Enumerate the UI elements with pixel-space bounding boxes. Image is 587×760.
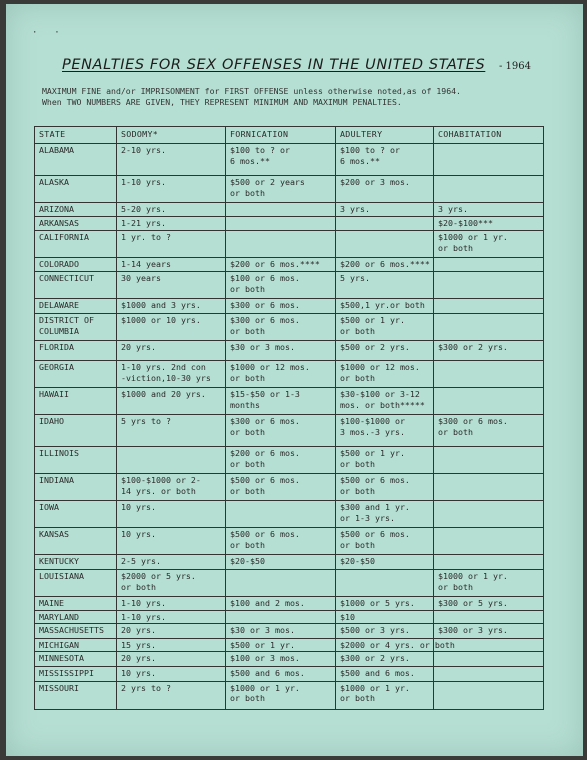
cohabitation-cell — [434, 314, 544, 341]
fornication-cell: $1000 or 1 yr. or both — [226, 681, 336, 709]
cohabitation-cell: $300 or 2 yrs. — [434, 341, 544, 361]
adultery-cell: $500 or 1 yr. or both — [336, 447, 434, 474]
sodomy-cell: 20 yrs. — [117, 651, 226, 666]
state-cell: MISSOURI — [35, 681, 117, 709]
state-cell: MICHIGAN — [35, 638, 117, 651]
cohabitation-cell — [434, 474, 544, 501]
cohabitation-cell — [434, 299, 544, 314]
fornication-cell: $500 or 6 mos. or both — [226, 474, 336, 501]
fornication-cell: $500 or 6 mos. or both — [226, 528, 336, 555]
cohabitation-cell — [434, 681, 544, 709]
fornication-cell: $1000 or 12 mos. or both — [226, 361, 336, 388]
state-cell: MISSISSIPPI — [35, 666, 117, 681]
table-row — [35, 415, 544, 447]
state-cell: INDIANA — [35, 474, 117, 501]
cohabitation-cell — [434, 651, 544, 666]
cohabitation-cell — [434, 555, 544, 570]
table-row — [35, 361, 544, 388]
cohabitation-cell — [434, 666, 544, 681]
fornication-cell: $30 or 3 mos. — [226, 341, 336, 361]
table-row — [35, 231, 544, 258]
cohabitation-cell: 3 yrs. — [434, 203, 544, 217]
state-cell: DISTRICT OF COLUMBIA — [35, 314, 117, 341]
adultery-cell: $300 and 1 yr. or 1-3 yrs. — [336, 501, 434, 528]
sodomy-cell: $1000 and 20 yrs. — [117, 388, 226, 415]
state-cell: MINNESOTA — [35, 651, 117, 666]
table-row — [35, 623, 544, 638]
document-title: PENALTIES FOR SEX OFFENSES IN THE UNITED STATES — [62, 57, 486, 73]
cohabitation-cell — [434, 144, 544, 176]
adultery-cell: $200 or 3 mos. — [336, 176, 434, 203]
sodomy-cell: 1-10 yrs. 2nd con -viction,10-30 yrs — [117, 361, 226, 388]
adultery-cell: $500 and 6 mos. — [336, 666, 434, 681]
cohabitation-cell: $300 or 5 yrs. — [434, 597, 544, 611]
sodomy-cell: 2 yrs to ? — [117, 681, 226, 709]
table-row — [35, 570, 544, 597]
table-row — [35, 474, 544, 501]
sodomy-cell: 1-21 yrs. — [117, 217, 226, 231]
state-cell: IDAHO — [35, 415, 117, 447]
cohabitation-cell: $300 or 3 yrs. — [434, 623, 544, 638]
sodomy-cell: 30 years — [117, 272, 226, 299]
state-cell: MAINE — [35, 597, 117, 611]
adultery-cell — [336, 570, 434, 597]
sodomy-cell: 2-10 yrs. — [117, 144, 226, 176]
table-row — [35, 447, 544, 474]
sodomy-cell: 5-20 yrs. — [117, 203, 226, 217]
fornication-cell: $100 and 2 mos. — [226, 597, 336, 611]
fornication-cell: $100 to ? or 6 mos.** — [226, 144, 336, 176]
sodomy-cell: 1-10 yrs. — [117, 611, 226, 624]
cohabitation-cell: $300 or 6 mos. or both — [434, 415, 544, 447]
paper-speckle: · · — [32, 28, 62, 38]
table-row — [35, 388, 544, 415]
fornication-cell: $15-$50 or 1-3 months — [226, 388, 336, 415]
header-cohabitation: COHABITATION — [434, 127, 544, 144]
adultery-cell: $100 to ? or 6 mos.** — [336, 144, 434, 176]
fornication-cell — [226, 203, 336, 217]
adultery-cell: $30-$100 or 3-12 mos. or both***** — [336, 388, 434, 415]
fornication-cell — [226, 611, 336, 624]
state-cell: KENTUCKY — [35, 555, 117, 570]
fornication-cell: $300 or 6 mos. — [226, 299, 336, 314]
year-note: - 1964 — [498, 61, 531, 72]
table-row — [35, 501, 544, 528]
adultery-cell — [336, 217, 434, 231]
sodomy-cell: 20 yrs. — [117, 341, 226, 361]
fornication-cell — [226, 501, 336, 528]
table-row — [35, 528, 544, 555]
fornication-cell: $300 or 6 mos. or both — [226, 314, 336, 341]
table-row — [35, 176, 544, 203]
table-row — [35, 314, 544, 341]
table-row — [35, 651, 544, 666]
sodomy-cell: 15 yrs. — [117, 638, 226, 651]
state-cell: ILLINOIS — [35, 447, 117, 474]
state-cell: DELAWARE — [35, 299, 117, 314]
intro-text — [42, 86, 562, 107]
penalties-table — [34, 126, 544, 710]
fornication-cell: $300 or 6 mos. or both — [226, 415, 336, 447]
header-fornication: FORNICATION — [226, 127, 336, 144]
table-row — [35, 555, 544, 570]
table-row — [35, 299, 544, 314]
fornication-cell — [226, 217, 336, 231]
fornication-cell: $500 or 2 years or both — [226, 176, 336, 203]
table-row — [35, 341, 544, 361]
sodomy-cell: 10 yrs. — [117, 666, 226, 681]
state-cell: ARKANSAS — [35, 217, 117, 231]
fornication-cell: $100 or 6 mos. or both — [226, 272, 336, 299]
table-row — [35, 272, 544, 299]
header-adultery: ADULTERY — [336, 127, 434, 144]
adultery-cell: $300 or 2 yrs. — [336, 651, 434, 666]
cohabitation-cell: $1000 or 1 yr. or both — [434, 231, 544, 258]
table-row — [35, 258, 544, 272]
adultery-cell: $1000 or 5 yrs. — [336, 597, 434, 611]
fornication-cell: $500 or 1 yr. — [226, 638, 336, 651]
cohabitation-cell — [434, 501, 544, 528]
table-row — [35, 666, 544, 681]
adultery-cell: $500 or 3 yrs. — [336, 623, 434, 638]
adultery-cell: $10 — [336, 611, 434, 624]
cohabitation-cell — [434, 176, 544, 203]
adultery-cell: $2000 or 4 yrs. or both — [336, 638, 434, 651]
sodomy-cell: 1-10 yrs. — [117, 597, 226, 611]
sodomy-cell: $1000 or 10 yrs. — [117, 314, 226, 341]
sodomy-cell: 1-14 years — [117, 258, 226, 272]
fornication-cell: $500 and 6 mos. — [226, 666, 336, 681]
table-row — [35, 144, 544, 176]
state-cell: MASSACHUSETTS — [35, 623, 117, 638]
state-cell: LOUISIANA — [35, 570, 117, 597]
cohabitation-cell — [434, 528, 544, 555]
table-row — [35, 597, 544, 611]
cohabitation-cell: $20-$100*** — [434, 217, 544, 231]
adultery-cell: $500 or 6 mos. or both — [336, 474, 434, 501]
sodomy-cell — [117, 447, 226, 474]
adultery-cell: $20-$50 — [336, 555, 434, 570]
state-cell: KANSAS — [35, 528, 117, 555]
fornication-cell: $200 or 6 mos.**** — [226, 258, 336, 272]
fornication-cell: $200 or 6 mos. or both — [226, 447, 336, 474]
header-sodomy: SODOMY* — [117, 127, 226, 144]
sodomy-cell: 1 yr. to ? — [117, 231, 226, 258]
adultery-cell: $500,1 yr.or both — [336, 299, 434, 314]
title-row — [62, 54, 562, 73]
intro-line-2: When TWO NUMBERS ARE GIVEN, THEY REPRESENT MINIMUM AND MAXIMUM PENALTIES. — [42, 96, 402, 107]
sodomy-cell: 10 yrs. — [117, 501, 226, 528]
table-header-row — [35, 127, 544, 144]
sodomy-cell: $100-$1000 or 2- 14 yrs. or both — [117, 474, 226, 501]
adultery-cell: 5 yrs. — [336, 272, 434, 299]
state-cell: MARYLAND — [35, 611, 117, 624]
table-row — [35, 638, 544, 651]
table-body — [35, 144, 544, 710]
sodomy-cell: $2000 or 5 yrs. or both — [117, 570, 226, 597]
cohabitation-cell — [434, 388, 544, 415]
header-state: STATE — [35, 127, 117, 144]
cohabitation-cell — [434, 258, 544, 272]
intro-line-1: MAXIMUM FINE and/or IMPRISONMENT for FIRST OFFENSE unless otherwise noted,as of 1964. — [42, 86, 461, 96]
adultery-cell: $500 or 1 yr. or both — [336, 314, 434, 341]
state-cell: ALASKA — [35, 176, 117, 203]
cohabitation-cell — [434, 447, 544, 474]
state-cell: IOWA — [35, 501, 117, 528]
table-row — [35, 681, 544, 709]
adultery-cell: $500 or 6 mos. or both — [336, 528, 434, 555]
state-cell: ALABAMA — [35, 144, 117, 176]
cohabitation-cell — [434, 272, 544, 299]
fornication-cell — [226, 570, 336, 597]
fornication-cell: $30 or 3 mos. — [226, 623, 336, 638]
state-cell: GEORGIA — [35, 361, 117, 388]
sodomy-cell: 20 yrs. — [117, 623, 226, 638]
table-row — [35, 203, 544, 217]
fornication-cell: $20-$50 — [226, 555, 336, 570]
cohabitation-cell: $1000 or 1 yr. or both — [434, 570, 544, 597]
sodomy-cell: $1000 and 3 yrs. — [117, 299, 226, 314]
state-cell: ARIZONA — [35, 203, 117, 217]
sodomy-cell: 1-10 yrs. — [117, 176, 226, 203]
fornication-cell: $100 or 3 mos. — [226, 651, 336, 666]
state-cell: CONNECTICUT — [35, 272, 117, 299]
adultery-cell: $100-$1000 or 3 mos.-3 yrs. — [336, 415, 434, 447]
fornication-cell — [226, 231, 336, 258]
cohabitation-cell — [434, 361, 544, 388]
state-cell: HAWAII — [35, 388, 117, 415]
adultery-cell: $1000 or 12 mos. or both — [336, 361, 434, 388]
table-row — [35, 217, 544, 231]
state-cell: CALIFORNIA — [35, 231, 117, 258]
sodomy-cell: 2-5 yrs. — [117, 555, 226, 570]
state-cell: FLORIDA — [35, 341, 117, 361]
adultery-cell: $200 or 6 mos.**** — [336, 258, 434, 272]
cohabitation-cell — [434, 611, 544, 624]
sodomy-cell: 5 yrs to ? — [117, 415, 226, 447]
adultery-cell: 3 yrs. — [336, 203, 434, 217]
adultery-cell: $500 or 2 yrs. — [336, 341, 434, 361]
adultery-cell: $1000 or 1 yr. or both — [336, 681, 434, 709]
state-cell: COLORADO — [35, 258, 117, 272]
table-row — [35, 611, 544, 624]
sodomy-cell: 10 yrs. — [117, 528, 226, 555]
adultery-cell — [336, 231, 434, 258]
